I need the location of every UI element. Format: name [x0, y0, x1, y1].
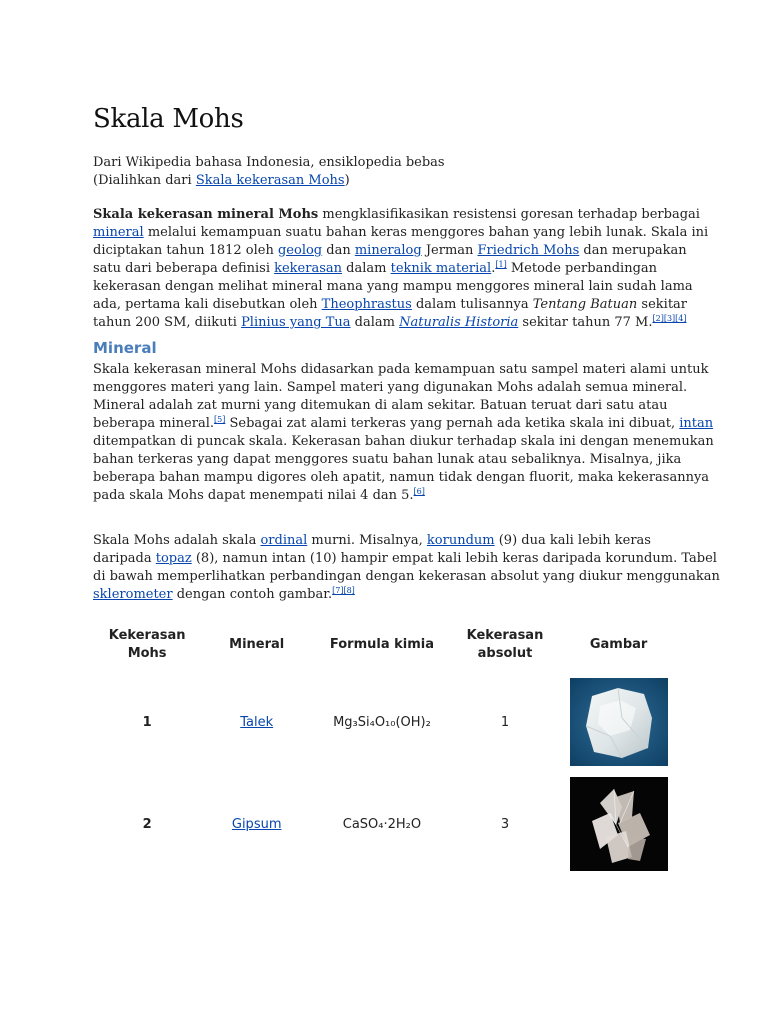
header-absolute-hardness: Kekerasan absolut [466, 628, 544, 661]
link-gipsum[interactable]: Gipsum [231, 816, 282, 832]
gypsum-mineral-image[interactable] [570, 777, 668, 871]
redirect-line: (Dialihkan dari Skala kekerasan Mohs) [93, 173, 350, 188]
reference-5[interactable]: [5] [214, 415, 226, 424]
reference-1[interactable]: [1] [495, 260, 507, 269]
link-naturalis-historia[interactable]: Naturalis Historia [399, 315, 519, 330]
reference-6[interactable]: [6] [413, 487, 425, 496]
mohs-scale-table [93, 620, 679, 874]
ordinal-paragraph: Skala Mohs adalah skala ordinal murni. Misalnya, korundum (9) dua kali lebih keras daripada topaz (8), namun intan (10) hampir empat kali lebih keras daripada korundum. Tabel di bawah memperlihatkan perbandingan dengan kekerasan absolut yang diukur menggunakan sklerometer dengan contoh gambar.[7][8] [93, 533, 720, 602]
link-mineralog[interactable]: mineralog [354, 243, 422, 258]
table-row [93, 670, 679, 774]
source-line: Dari Wikipedia bahasa Indonesia, ensiklopedia bebas [93, 155, 445, 170]
link-kekerasan[interactable]: kekerasan [274, 261, 343, 276]
page-title: Skala Mohs [93, 104, 244, 134]
link-geolog[interactable]: geolog [277, 243, 323, 258]
cell-mohs: 1 [142, 714, 152, 730]
link-plinius[interactable]: Plinius yang Tua [241, 315, 351, 330]
header-mohs-hardness: Kekerasan Mohs [108, 628, 186, 661]
cell-absolute: 3 [500, 816, 510, 832]
header-image: Gambar [589, 637, 648, 652]
link-ordinal[interactable]: ordinal [260, 533, 308, 548]
cell-absolute: 1 [500, 714, 510, 730]
link-teknik-material[interactable]: teknik material [390, 261, 492, 276]
cell-formula: CaSO₄·2H₂O [342, 816, 422, 832]
link-theophrastus[interactable]: Theophrastus [321, 297, 412, 312]
link-friedrich-mohs[interactable]: Friedrich Mohs [477, 243, 580, 258]
section-heading-mineral: Mineral [93, 339, 157, 357]
intro-paragraph: Skala kekerasan mineral Mohs mengklasifikasikan resistensi goresan terhadap berbagai mineral melalui kemampuan suatu bahan keras menggores bahan yang lebih lunak. Skala ini diciptakan tahun 1812 oleh geolog dan mineralog Jerman Friedrich Mohs dan merupakan satu dari beberapa definisi kekerasan dalam teknik material.[1] Metode perbandingan kekerasan dengan melihat mineral mana yang mampu menggores mineral lain sudah lama ada, pertama kali disebutkan oleh Theophrastus dalam tulisannya Tentang Batuan sekitar tahun 200 SM, diikuti Plinius yang Tua dalam Naturalis Historia sekitar tahun 77 M.[2][3][4] [93, 207, 709, 330]
header-formula: Formula kimia [329, 637, 435, 652]
link-korundum[interactable]: korundum [426, 533, 495, 548]
link-intan[interactable]: intan [679, 416, 714, 431]
table-header-row [93, 620, 679, 670]
link-talek[interactable]: Talek [240, 714, 274, 730]
cell-mineral [201, 774, 312, 874]
link-topaz[interactable]: topaz [155, 551, 192, 566]
cell-formula: Mg₃Si₄O₁₀(OH)₂ [333, 714, 431, 730]
reference-7-8[interactable]: [7][8] [332, 586, 355, 595]
redirect-link[interactable]: Skala kekerasan Mohs [195, 173, 345, 188]
link-mineral[interactable]: mineral [93, 225, 144, 240]
header-mineral: Mineral [229, 637, 285, 652]
cell-mohs: 2 [142, 816, 152, 832]
link-sklerometer[interactable]: sklerometer [93, 587, 173, 602]
cell-image [558, 774, 679, 874]
cell-image [558, 670, 679, 774]
mineral-paragraph: Skala kekerasan mineral Mohs didasarkan pada kemampuan satu sampel materi alami untuk menggores materi yang lain. Sampel materi yang digunakan Mohs adalah semua mineral. Mineral adalah zat murni yang ditemukan di alam sekitar. Batuan teruat dari satu atau beberapa mineral.[5] Sebagai zat alami terkeras yang pernah ada ketika skala ini dibuat, intan ditempatkan di puncak skala. Kekerasan bahan diukur terhadap skala ini dengan menemukan bahan terkeras yang dapat menggores suatu bahan lunak atau sebaliknya. Misalnya, jika beberapa bahan mampu digores oleh apatit, namun tidak dengan fluorit, maka kekerasannya pada skala Mohs dapat menempati nilai 4 dan 5.[6] [93, 362, 714, 503]
article-subtitle [93, 154, 445, 190]
talc-mineral-image[interactable] [570, 678, 668, 766]
table-row [93, 774, 679, 874]
cell-mineral [201, 670, 312, 774]
reference-2-3-4[interactable]: [2][3][4] [652, 314, 687, 323]
